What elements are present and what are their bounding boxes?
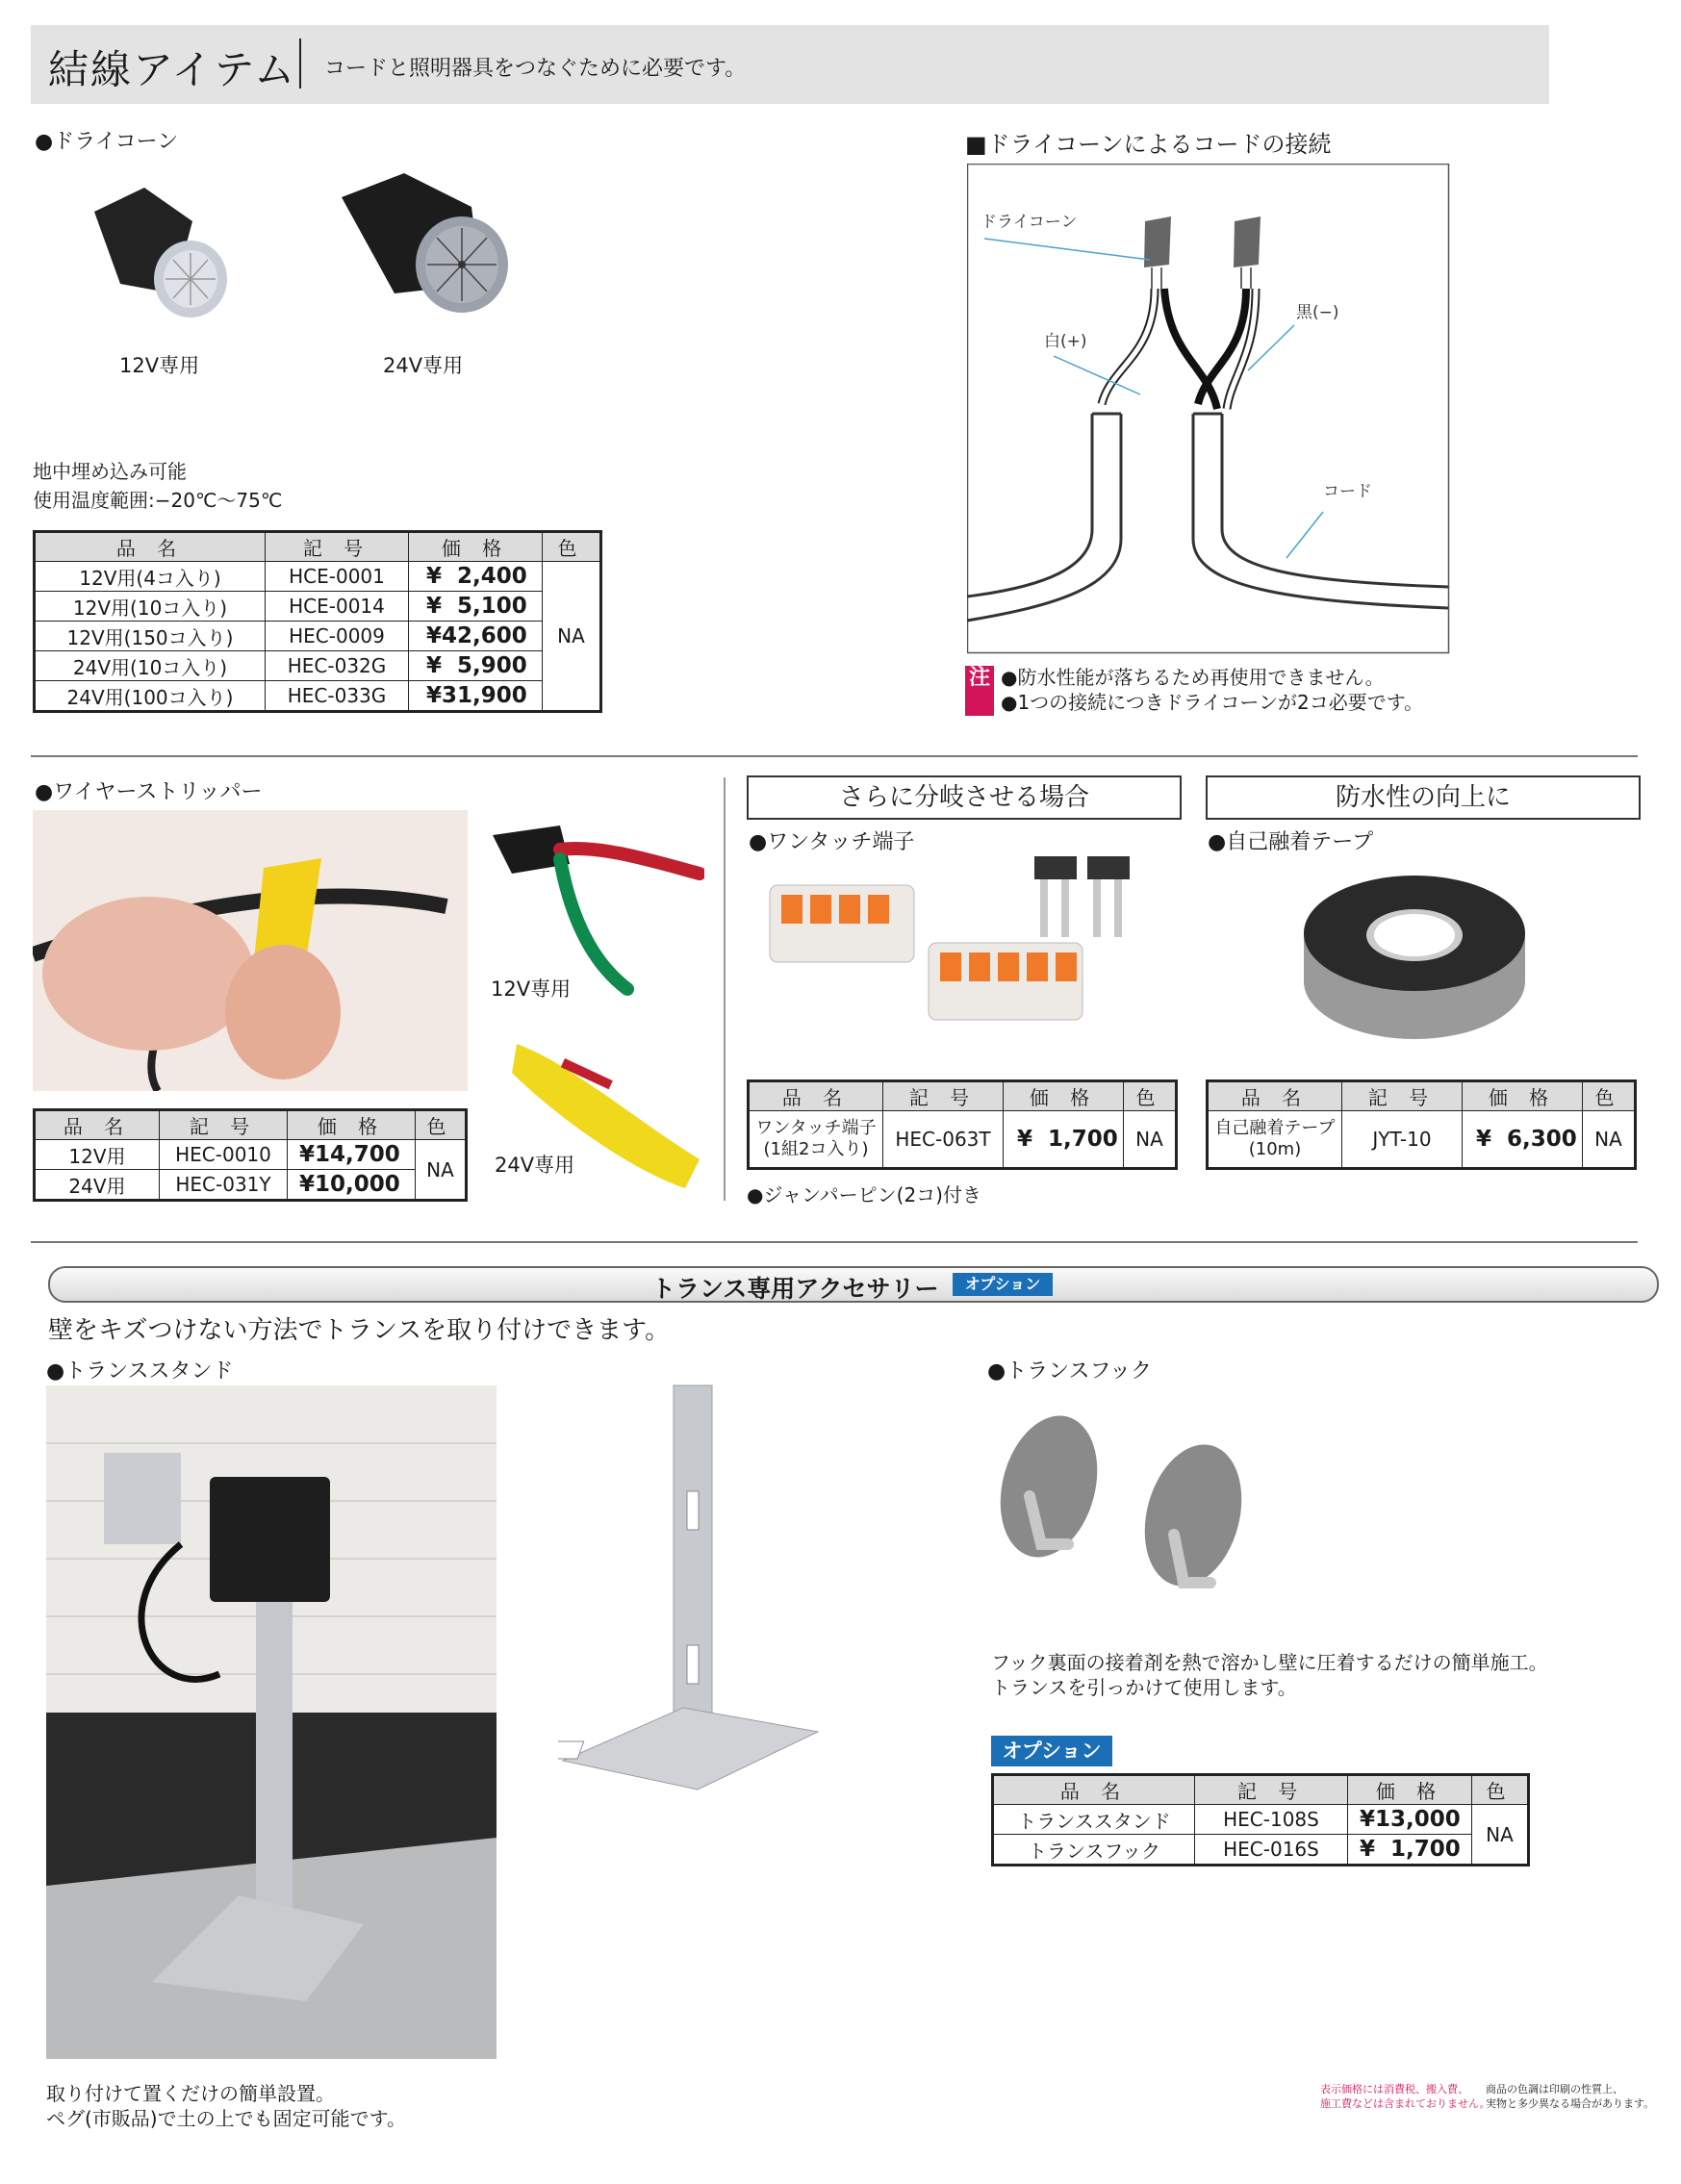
col-color-header: 色 [1583,1081,1636,1111]
product-name-line1: 自己融着テープ [1214,1118,1336,1138]
table-row [993,1805,1529,1835]
one-touch-terminal-label: ●ワンタッチ端子 [749,830,915,854]
one-touch-terminal-image [760,847,1164,1029]
wire-stripper-in-use-photo [33,810,468,1091]
col-color-header: 色 [543,532,601,562]
product-price: ¥42,600 [409,622,543,651]
wire-stripper-12v-image [483,806,704,999]
accessory-section-bar [48,1266,1659,1303]
product-price: ¥13,000 [1348,1805,1472,1835]
transformer-stand-installed-photo [46,1385,497,2059]
product-name: 24V用(100コ入り) [35,681,266,712]
dry-cone-shape-right [1234,216,1261,267]
dry-cone-12v-caption: 12V専用 [119,354,200,377]
color-note-line1: 商品の色調は印刷の性質上、 [1486,2083,1623,2095]
waterproof-box-title: 防水性の向上に [1206,775,1641,820]
product-name: 12V用(10コ入り) [35,592,266,622]
col-code-header: 記 号 [160,1110,288,1140]
wire-stripper-12v-caption: 12V専用 [491,978,572,1001]
product-code: HEC-016S [1195,1835,1348,1866]
product-code: HEC-0009 [266,622,409,651]
dry-cone-price-table [33,530,602,713]
table-row [35,1170,467,1201]
color-note-line2: 実物と多少異なる場合があります。 [1486,2097,1655,2110]
product-color: NA [543,562,601,712]
accessory-lead-text: 壁をキズつけない方法でトランスを取り付けできます。 [48,1316,671,1345]
wire-stripper-price-table [33,1108,468,1202]
product-name: 12V用(4コ入り) [35,562,266,592]
dry-cone-spec-temperature: 使用温度範囲:−20℃〜75℃ [33,489,283,512]
col-price-header: 価 格 [1348,1775,1472,1805]
page-header [31,25,1549,104]
stand-caption-1: 取り付けて置くだけの簡単設置。 [46,2082,335,2105]
caution-note-2: ●1つの接続につきドライコーンが2コ必要です。 [1001,691,1424,714]
col-name-header: 品 名 [35,532,266,562]
product-code: HEC-033G [266,681,409,712]
transformer-accessory-price-table [991,1773,1530,1867]
product-color: NA [1583,1111,1636,1169]
table-header-row [749,1081,1177,1111]
dry-cone-12v-image [77,168,231,332]
product-price: ¥ 2,400 [409,562,543,592]
transformer-hook-image [991,1409,1261,1612]
col-name-header: 品 名 [35,1110,160,1140]
page-title: 結線アイテム [48,46,297,93]
tax-note-line1: 表示価格には消費税、搬入費、 [1320,2083,1468,2095]
label-dry-cone: ドライコーン [981,213,1078,232]
product-price: ¥10,000 [288,1170,416,1201]
product-code: HCE-0001 [266,562,409,592]
col-name-header: 品 名 [993,1775,1195,1805]
table-row [749,1111,1177,1169]
transformer-stand-product-image [558,1376,828,1809]
branch-box-title: さらに分岐させる場合 [747,775,1182,820]
product-name: トランスフック [993,1835,1195,1866]
label-black: 黒(−) [1296,303,1339,322]
product-color: NA [1472,1805,1529,1866]
table-row [35,562,601,592]
wire-stripper-24v-caption: 24V専用 [495,1154,575,1177]
col-price-header: 価 格 [1463,1081,1583,1111]
col-code-header: 記 号 [266,532,409,562]
label-white: 白(+) [1044,332,1087,351]
product-name: トランススタンド [993,1805,1195,1835]
col-name-header: 品 名 [749,1081,883,1111]
color-note [1486,2082,1654,2111]
dry-cone-spec-underground: 地中埋め込み可能 [33,460,187,483]
col-price-header: 価 格 [1004,1081,1124,1111]
transformer-hook-label: ●トランスフック [987,1359,1152,1384]
product-name-line1: ワンタッチ端子 [755,1118,877,1138]
col-code-header: 記 号 [1195,1775,1348,1805]
accessory-section-title: トランス専用アクセサリー [651,1275,939,1303]
caution-tag: 注 [965,666,994,716]
transformer-stand-label: ●トランススタンド [46,1359,234,1384]
caution-note-1: ●防水性能が落ちるため再使用できません。 [1001,666,1385,689]
self-fusing-tape-image [1299,866,1530,1049]
self-fusing-tape-price-table [1206,1079,1637,1170]
table-row [35,622,601,651]
product-code: HEC-063T [883,1111,1004,1169]
col-color-header: 色 [1124,1081,1177,1111]
table-row [35,651,601,681]
wire-stripper-label: ●ワイヤーストリッパー [35,780,263,804]
product-color: NA [416,1140,467,1201]
product-price: ¥ 5,900 [409,651,543,681]
product-name [1208,1111,1342,1169]
col-color-header: 色 [416,1110,467,1140]
self-fusing-tape-label: ●自己融着テープ [1208,830,1374,854]
product-name: 24V用(10コ入り) [35,651,266,681]
product-price: ¥ 1,700 [1004,1111,1124,1169]
table-header-row [993,1775,1529,1805]
table-row [35,681,601,712]
vertical-divider [724,777,726,1201]
product-name-line2: (10m) [1248,1139,1302,1159]
dry-cone-24v-image [337,168,520,332]
product-name: 24V用 [35,1170,160,1201]
cord-connection-diagram [967,164,1450,654]
section-divider [31,1241,1638,1243]
table-row [35,1140,467,1170]
product-price: ¥ 5,100 [409,592,543,622]
product-price: ¥ 6,300 [1463,1111,1583,1169]
table-header-row [1208,1081,1636,1111]
product-code: HEC-031Y [160,1170,288,1201]
jumper-pin-note: ●ジャンパーピン(2コ)付き [747,1183,981,1206]
section-divider [31,755,1638,757]
one-touch-terminal-price-table [747,1079,1178,1170]
dry-cone-24v-caption: 24V専用 [383,354,464,377]
product-color: NA [1124,1111,1177,1169]
product-code: HCE-0014 [266,592,409,622]
option-table-badge: オプション [991,1736,1112,1766]
table-row [993,1835,1529,1866]
col-price-header: 価 格 [409,532,543,562]
product-price: ¥ 1,700 [1348,1835,1472,1866]
option-badge: オプション [953,1273,1053,1296]
table-header-row [35,1110,467,1140]
product-code: HEC-0010 [160,1140,288,1170]
title-divider [299,38,301,89]
stand-caption-2: ペグ(市販品)で土の上でも固定可能です。 [46,2107,407,2130]
col-name-header: 品 名 [1208,1081,1342,1111]
col-code-header: 記 号 [883,1081,1004,1111]
col-price-header: 価 格 [288,1110,416,1140]
product-price: ¥14,700 [288,1140,416,1170]
product-name: 12V用 [35,1140,160,1170]
tax-note-line2: 施工費などは含まれておりません。 [1320,2097,1490,2110]
dry-cone-label: ●ドライコーン [35,130,179,154]
product-code: HEC-108S [1195,1805,1348,1835]
product-code: JYT-10 [1342,1111,1463,1169]
product-name [749,1111,883,1169]
hook-description-1: フック裏面の接着剤を熱で溶かし壁に圧着するだけの簡単施工。 [991,1651,1548,1674]
product-name: 12V用(150コ入り) [35,622,266,651]
product-name-line2: (1組2コ入り) [763,1139,869,1159]
page-subtitle: コードと照明器具をつなぐために必要です。 [324,57,747,81]
product-code: HEC-032G [266,651,409,681]
label-cord: コード [1323,482,1372,501]
col-color-header: 色 [1472,1775,1529,1805]
diagram-title: ■ドライコーンによるコードの接続 [965,131,1332,158]
col-code-header: 記 号 [1342,1081,1463,1111]
product-price: ¥31,900 [409,681,543,712]
tax-note [1320,2082,1490,2111]
hook-description-2: トランスを引っかけて使用します。 [991,1676,1297,1699]
table-header-row [35,532,601,562]
table-row [1208,1111,1636,1169]
table-row [35,592,601,622]
